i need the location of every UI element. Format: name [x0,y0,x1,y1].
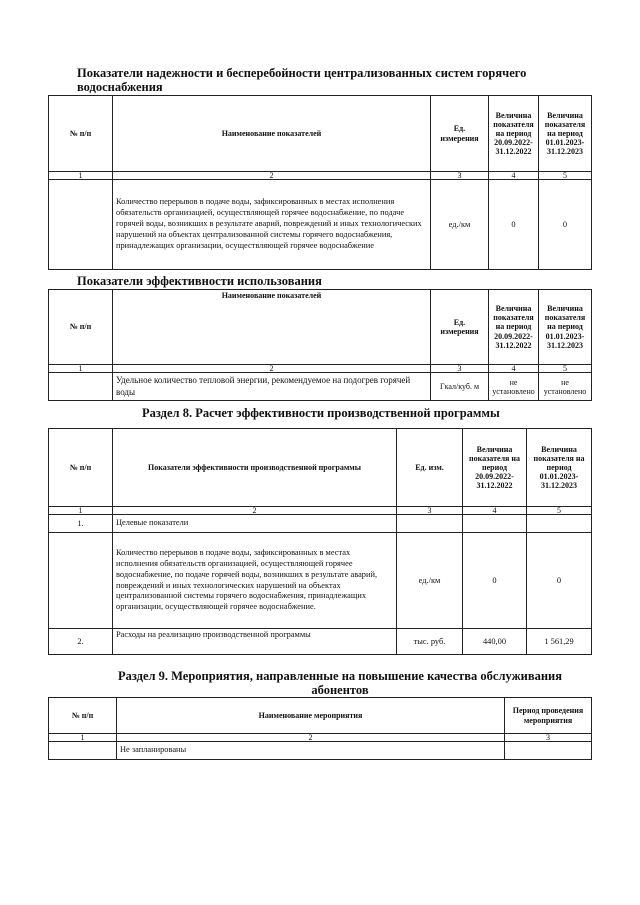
indicator-unit: тыс. руб. [397,629,463,655]
col-number: 2 [113,172,431,180]
section8-title: Раздел 8. Расчет эффективности производственной программы [142,406,500,420]
col-header-num: № п/п [49,96,113,172]
col-number: 1 [49,365,113,373]
col-header-2022: Величина показателя на период 20.09.2022-31.12.2022 [463,429,527,507]
table-cell [397,515,463,533]
indicator-value-2022: не установлено [489,373,539,401]
section9-title [100,670,580,698]
table-cell [463,515,527,533]
col-number: 5 [527,507,592,515]
indicator-name: Расходы на реализацию производственной программы [113,629,397,655]
indicator-unit: ед./км [431,180,489,270]
col-number: 1 [49,734,117,742]
indicator-name: Количество перерывов в подаче воды, зафиксированных в местах исполнения обязательств организацией, осуществляющей горячее водоснабжение, по подаче горячей воды, возникших в результате аварий, повреждений и иных технологических нарушений на объектах централизованной системы горячего водоснабжения, принадлежащих организации, осуществляющей горячее водоснабжение [113,180,431,270]
col-number: 1 [49,172,113,180]
indicator-value-2023: 0 [539,180,592,270]
col-header-name: Наименование показателей [113,96,431,172]
col-number: 3 [431,365,489,373]
section9-table [48,697,592,760]
indicator-name: Удельное количество тепловой энергии, рекомендуемое на подогрев горячей воды [113,373,431,401]
section9-title-line2: абонентов [311,682,369,697]
table-cell [527,515,592,533]
col-header-2023: Величина показателя на период 01.01.2023-31.12.2023 [527,429,592,507]
indicator-value-2022: 0 [463,533,527,629]
reliability-table [48,95,592,270]
col-number: 3 [397,507,463,515]
table-cell [49,742,117,760]
col-header-2022: Величина показателя на период 20.09.2022-31.12.2022 [489,290,539,365]
col-number: 2 [113,365,431,373]
col-header-unit: Ед. измерения [431,290,489,365]
reliability-title: Показатели надежности и бесперебойности централизованных систем горячего водоснабжения [77,66,527,94]
indicator-name: Количество перерывов в подаче воды, зафиксированных в местах исполнения обязательств организацией, осуществляющей горячее водоснабжение, по подаче горячей воды, возникших в результате аварий, повреждений и иных технологических нарушений на объектах централизованной системы горячего водоснабжения, принадлежащих организации, осуществляющей горячее водоснабжение. [113,533,397,629]
row-number: 2. [49,629,113,655]
col-header-2023: Величина показателя на период 01.01.2023-31.12.2023 [539,290,592,365]
col-number: 1 [49,507,113,515]
col-header-num: № п/п [49,698,117,734]
indicator-value-2023: не установлено [539,373,592,401]
col-number: 4 [489,172,539,180]
indicator-value-2022: 440,00 [463,629,527,655]
col-header-num: № п/п [49,429,113,507]
col-header-unit: Ед. изм. [397,429,463,507]
table-cell [49,180,113,270]
row-number: 1. [49,515,113,533]
col-header-2022: Величина показателя на период 20.09.2022-31.12.2022 [489,96,539,172]
indicator-unit: Гкал/куб. м [431,373,489,401]
col-number: 5 [539,172,592,180]
indicator-value-2022: 0 [489,180,539,270]
table-cell [49,373,113,401]
table-cell [49,533,113,629]
col-header-unit: Ед. измерения [431,96,489,172]
measure-name: Не запланированы [117,742,505,760]
col-header-period: Период проведения мероприятия [505,698,592,734]
col-header-name: Наименование показателей [113,290,431,365]
efficiency-table [48,289,592,401]
indicator-value-2023: 0 [527,533,592,629]
indicator-unit: ед./км [397,533,463,629]
indicator-group-name: Целевые показатели [113,515,397,533]
col-header-num: № п/п [49,290,113,365]
col-number: 5 [539,365,592,373]
col-number: 3 [505,734,592,742]
col-number: 4 [463,507,527,515]
col-header-name: Наименование мероприятия [117,698,505,734]
table-cell [505,742,592,760]
col-header-2023: Величина показателя на период 01.01.2023-31.12.2023 [539,96,592,172]
efficiency-title: Показатели эффективности использования [77,274,322,288]
col-number: 4 [489,365,539,373]
section8-table [48,428,592,655]
col-header-name: Показатели эффективности производственной программы [113,429,397,507]
col-number: 3 [431,172,489,180]
indicator-value-2023: 1 561,29 [527,629,592,655]
col-number: 2 [113,507,397,515]
col-number: 2 [117,734,505,742]
section9-title-line1: Раздел 9. Мероприятия, направленные на повышение качества обслуживания [117,669,563,683]
